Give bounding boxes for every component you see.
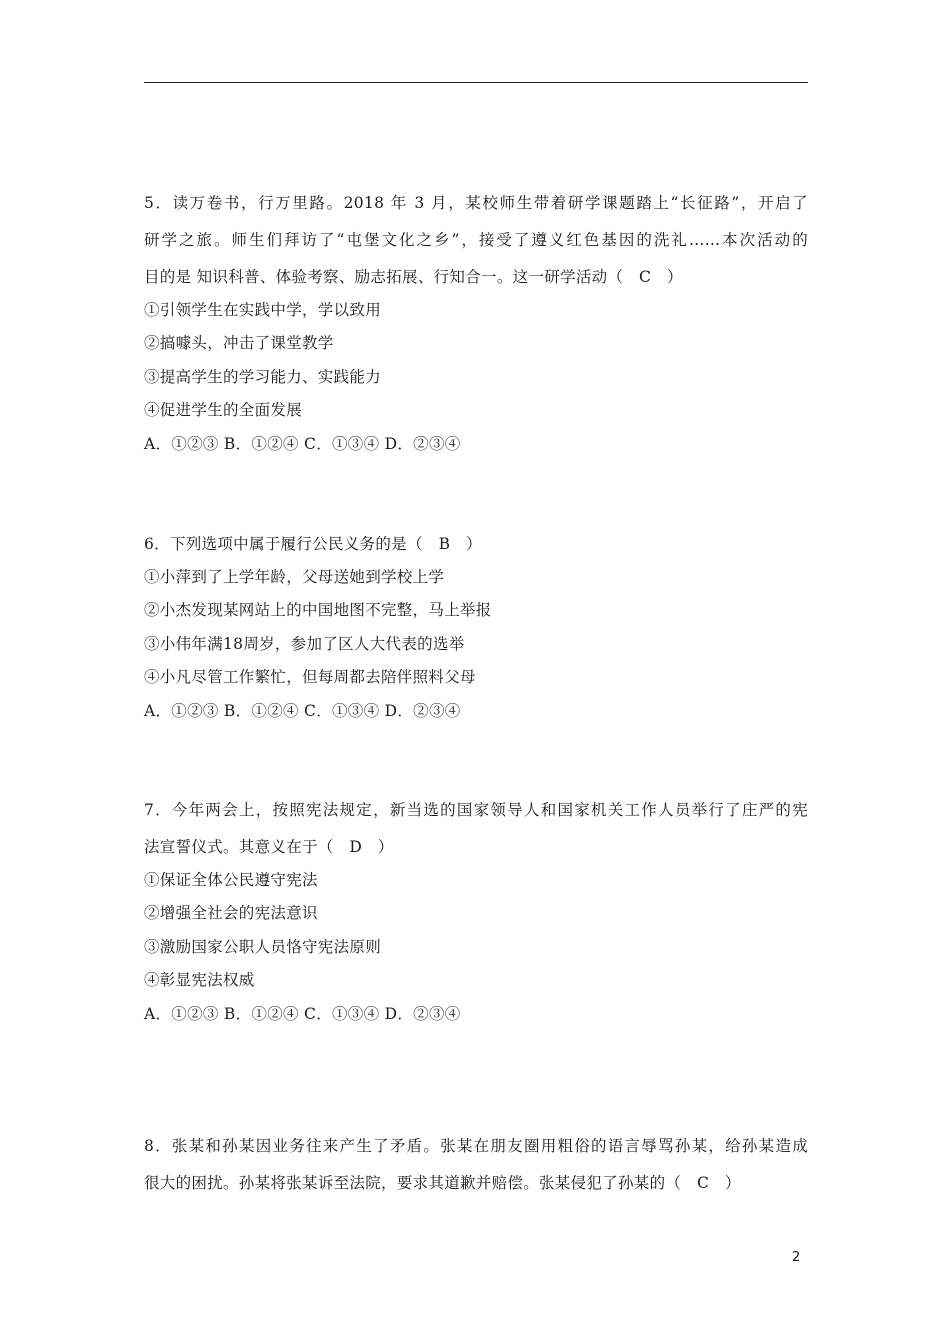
q5-stem-line-2: 研学之旅。师生们拜访了“屯堡文化之乡”，接受了遵义红色基因的洗礼……本次活动的: [144, 231, 808, 249]
q5-item-2: ②搞噱头，冲击了课堂教学: [144, 334, 334, 352]
q5-item-4: ④促进学生的全面发展: [144, 401, 303, 419]
q6-item-2: ②小杰发现某网站上的中国地图不完整，马上举报: [144, 601, 492, 619]
q5-stem-line-1: 5．读万卷书，行万里路。2018 年 3 月，某校师生带着研学课题踏上“长征路”，开启了: [144, 194, 808, 212]
q5-stem-line-3: 目的是 知识科普、体验考察、励志拓展、行知合一。这一研学活动（ C ）: [144, 268, 683, 286]
q6-item-1: ①小萍到了上学年龄，父母送她到学校上学: [144, 568, 445, 586]
q6-item-4: ④小凡尽管工作繁忙，但每周都去陪伴照料父母: [144, 668, 476, 686]
q7-stem-line-2: 法宣誓仪式。其意义在于（ D ）: [144, 838, 394, 856]
header-rule: [144, 82, 808, 83]
q7-stem-line-1: 7．今年两会上，按照宪法规定，新当选的国家领导人和国家机关工作人员举行了庄严的宪: [144, 801, 808, 819]
q5-item-1: ①引领学生在实践中学，学以致用: [144, 301, 382, 319]
q7-item-3: ③激励国家公职人员恪守宪法原则: [144, 938, 382, 956]
q5-options: A．①②③ B．①②④ C．①③④ D．②③④: [144, 435, 461, 453]
q6-item-3: ③小伟年满18周岁，参加了区人大代表的选举: [144, 635, 465, 653]
q6-stem-line-1: 6．下列选项中属于履行公民义务的是（ B ）: [144, 535, 482, 553]
q7-item-4: ④彰显宪法权威: [144, 971, 255, 989]
q6-options: A．①②③ B．①②④ C．①③④ D．②③④: [144, 702, 461, 720]
page-number: 2: [792, 1250, 801, 1265]
q7-item-2: ②增强全社会的宪法意识: [144, 904, 318, 922]
q7-item-1: ①保证全体公民遵守宪法: [144, 871, 318, 889]
q7-options: A．①②③ B．①②④ C．①③④ D．②③④: [144, 1005, 461, 1023]
q5-item-3: ③提高学生的学习能力、实践能力: [144, 368, 382, 386]
q8-stem-line-1: 8．张某和孙某因业务往来产生了矛盾。张某在朋友圈用粗俗的语言辱骂孙某，给孙某造成: [144, 1137, 808, 1155]
q8-stem-line-2: 很大的困扰。孙某将张某诉至法院，要求其道歉并赔偿。张某侵犯了孙某的（ C ）: [144, 1174, 741, 1192]
